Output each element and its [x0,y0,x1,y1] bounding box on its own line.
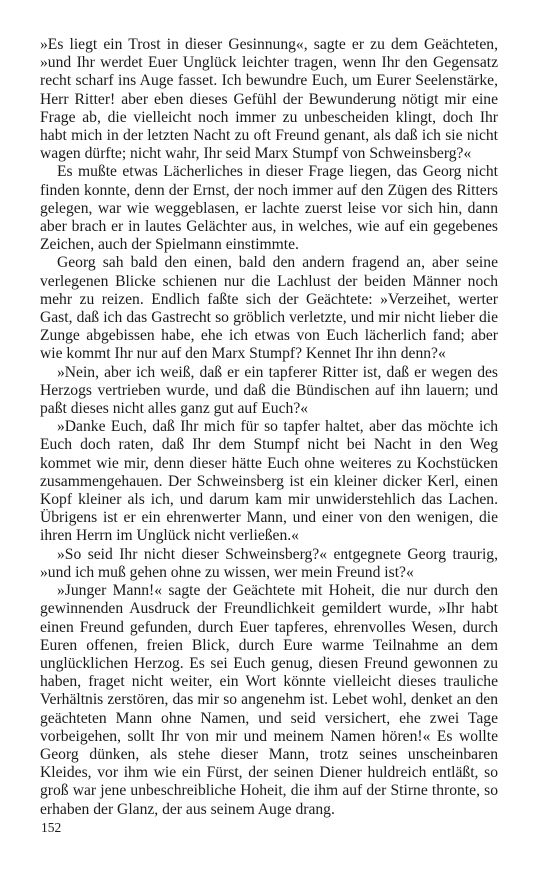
paragraph-1: »Es liegt ein Trost in dieser Gesinnung«, sagte er zu dem Geächteten, »und Ihr werdet Euer Unglück leichter tragen, wenn Ihr den Gegensatz recht scharf ins Auge fasset. Ich bewundre Euch, um Eurer Seelenstärke, Herr Ritter! aber eben dieses Gefühl der Bewunderung nötigt mir eine Frage ab, die vielleicht noch immer zu unbescheiden klingt, doch Ihr habt mich in der letzten Nacht zu oft Freund genant, als daß ich sie nicht wagen dürfte; nicht wahr, Ihr seid Marx Stumpf von Schweinsberg?« [40,36,498,163]
paragraph-6: »So seid Ihr nicht dieser Schweinsberg?« entgegnete Georg traurig, »und ich muß gehen ohne zu wissen, wer mein Freund ist?« [40,545,498,581]
page-number: 152 [41,820,62,835]
page-body [40,36,498,819]
paragraph-3: Georg sah bald den einen, bald den andern fragend an, aber seine verlegenen Blicke schienen nur die Lachlust der beiden Männer noch mehr zu reizen. Endlich faßte sich der Geächtete: »Verzeihet, werter Gast, daß ich das Gastrecht so gröblich verletzte, und mir nicht lieber die Zunge abgebissen habe, ehe ich etwas von Euch lächerlich fand; aber wie kommt Ihr nur auf den Marx Stumpf? Kennet Ihr ihn denn?« [40,254,498,363]
paragraph-5: »Danke Euch, daß Ihr mich für so tapfer haltet, aber das möchte ich Euch doch raten, daß Ihr dem Stumpf nicht bei Nacht in den Weg kommet wie mir, denn dieser hätte Euch ohne weiteres zu Kochstücken zusammengehauen. Der Schweinsberg ist ein kleiner dicker Kerl, einen Kopf kleiner als ich, und darum kam mir unwiderstehlich das Lachen. Übrigens ist er ein ehrenwerter Mann, und einer von den wenigen, die ihren Herrn im Unglück nicht verließen.« [40,418,498,545]
paragraph-7: »Junger Mann!« sagte der Geächtete mit Hoheit, die nur durch den gewinnenden Ausdruck der Freundlichkeit gemildert wurde, »Ihr habt einen Freund gefunden, durch Euer tapferes, ehrenvolles Wesen, durch Euren offenen, freien Blick, durch Eure warme Teilnahme an dem unglücklichen Herzog. Es sei Euch genug, diesen Freund gewonnen zu haben, fraget nicht weiter, ein Wort könnte vielleicht dieses trauliche Verhältnis zerstören, das mir so angenehm ist. Lebet wohl, denket an den geächteten Mann ohne Namen, und seid versichert, ehe zwei Tage vorbeigehen, sollt Ihr von mir und meinem Namen hören!« Es wollte Georg dünken, als stehe dieser Mann, trotz seines unscheinbaren Kleides, vor ihm wie ein Fürst, der seinen Diener huldreich entläßt, so groß war jene unbeschreibliche Hoheit, die ihm auf der Stirne thronte, so erhaben der Glanz, der aus seinem Auge drang. [40,582,498,818]
paragraph-2: Es mußte etwas Lächerliches in dieser Frage liegen, das Georg nicht finden konnte, denn der Ernst, der noch immer auf den Zügen des Ritters gelegen, war wie weggeblasen, er lachte zuerst leise vor sich hin, dann aber brach er in lautes Gelächter aus, in welches, wie auf ein gegebenes Zeichen, auch der Spielmann einstimmte. [40,163,498,254]
paragraph-4: »Nein, aber ich weiß, daß er ein tapferer Ritter ist, daß er wegen des Herzogs vertrieben wurde, und daß die Bündischen auf ihn lauern; und paßt dieses nicht alles ganz gut auf Euch?« [40,363,498,418]
